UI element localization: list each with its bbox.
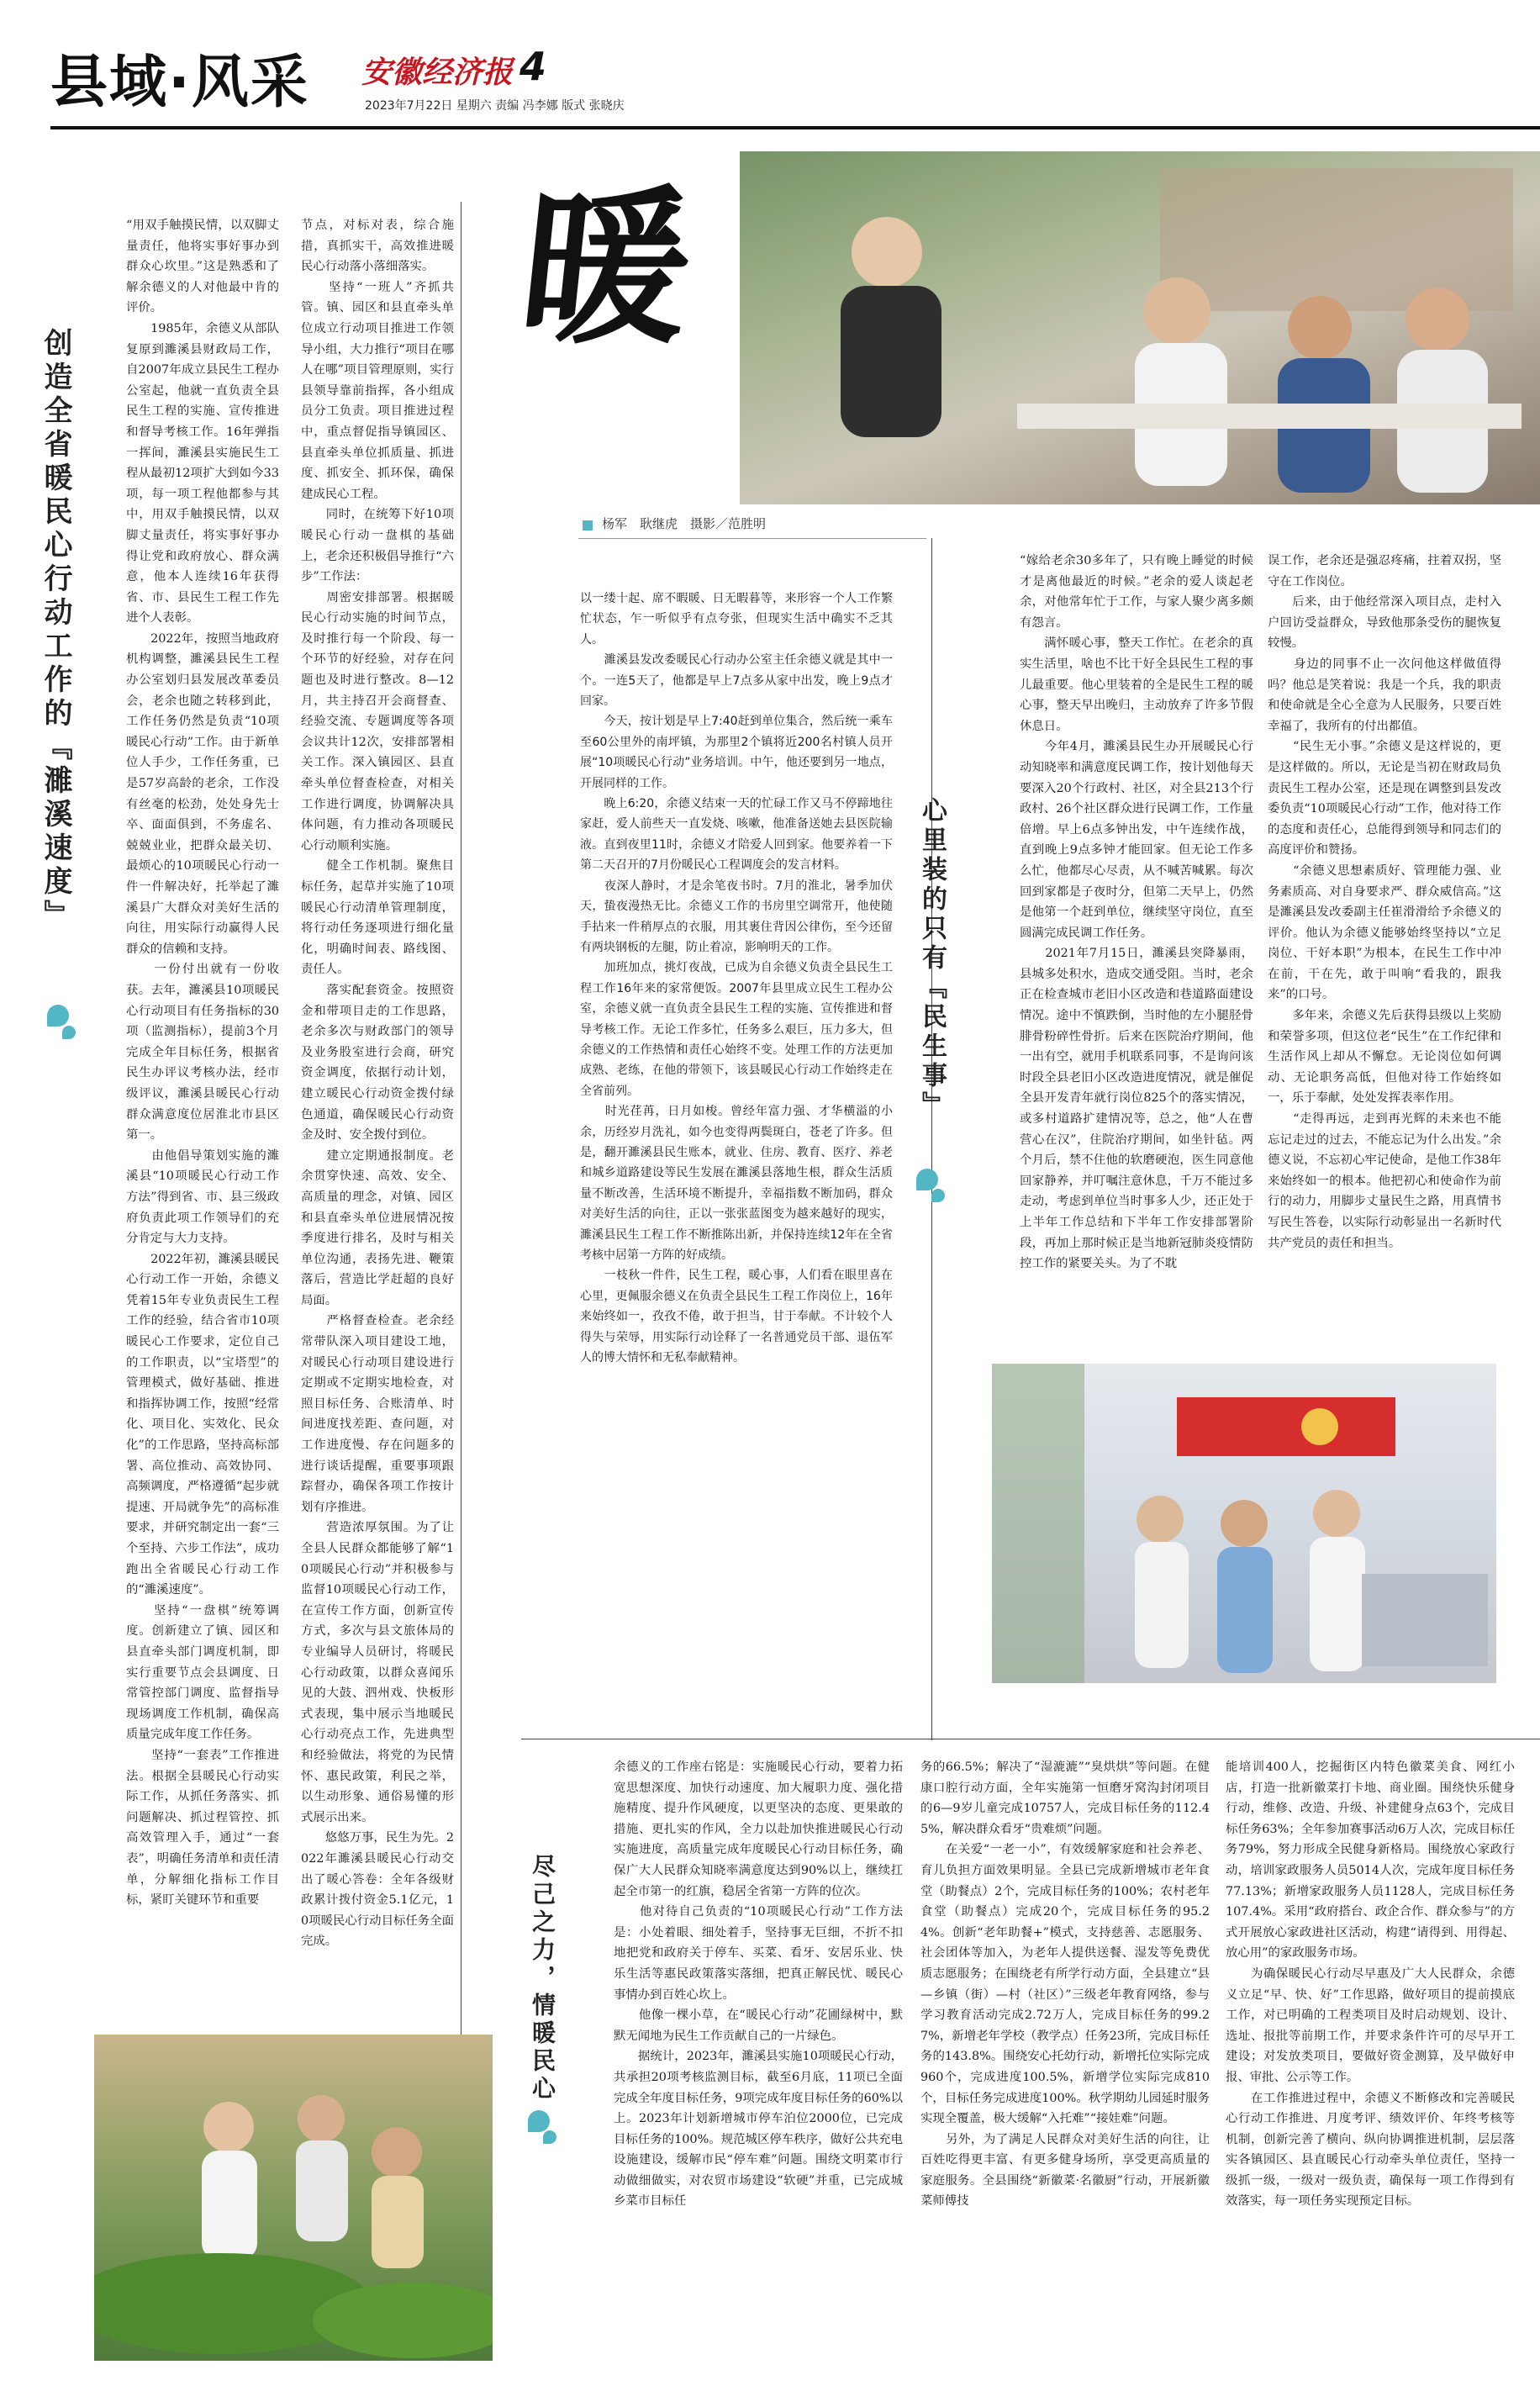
feature-intro-text: 以一缕十起、席不暇暖、日无暇暮等，来形容一个人工作繁忙状态，乍一听似乎有点夸张，但现实生活中确实不乏其人。 濉溪县发改委暖民心行动办公室主任余德义就是其中一个。一连5天了，他都是早上7点多从家中出发，晚上9点才回家。 今天，按计划是早上7:40赶到单位集合，然后统一乘车至60公里外的南坪镇，为那里2个镇将近200名村镇人员开展“10项暖民心行动”业务培训。中午，他还要到另一地点，开展同样的工作。 晚上6:20，余德义结束一天的忙碌工作又马不停蹄地往家赶，爱人前些天一直发烧、咳嗽，他准备送她去县医院输液。直到夜里11时，余德义才陪爱人回到家。他要养着一下第二天召开的7月份暖民心工程调度会的发言材料。 夜深人静时，才是余笔夜书时。7月的淮北，暑季加伏天，蛰夜漫热无比。余德义工作的书房里空调常开，他使随手拈来一件稍厚点的衣服，用其裹住背因公律伤，至今还留有两块钢板的左腿，防止着凉，影响明天的工作。 加班加点，挑灯夜战，已成为自余德义负责全县民生工程工作16年来的家常便饭。2007年县里成立民生工程办公室，余德义就一直负责全县民生工程的实施、宣传推进和督导考核工作。无论工作多忙，任务多么艰巨，压力多大，但余德义的工作热情和责任心始终不变。处理工作的方法更加成熟、老练，在他的带领下，该县暖民心行动工作始终走在全省前列。 时光荏苒，日月如梭。曾经年富力强、才华横溢的小余，历经岁月洗礼，如今也变得两鬓斑白，苍老了许多。但是，翻开濉溪县民生账本，就业、住房、教育、医疗、养老和城乡道路建设等民生发展在濉溪县落地生根，群众生活质量不断改善，生活环境不断提升，幸福指数不断加码，群众对美好生活的向往，正以一张张蓝图变为越来越好的现实，濉溪县民生工程工作不断推陈出新，并保持连续12年在全省考核中居第一方阵的好成绩。 一枝秋一件件，民生工程，暖心事，人们看在眼里喜在心里，更佩服余德义在负责全县民生工程工作岗位上，16年来始终如一，孜孜不倦，敢于担当，甘于奉献。不计较个人得失与荣辱，用实际行动诠释了一名普通党员干部、退伍军人的博大情怀和无私奉献精神。 [580, 592, 893, 1365]
quote-bubble-icon [543, 2130, 556, 2144]
quote-bubble-icon [916, 1169, 938, 1190]
quote-bubble-icon [931, 1189, 945, 1202]
page-number: 4 [519, 44, 547, 89]
office-photo [992, 1364, 1496, 1683]
newspaper-name: 安徽经济报 [361, 55, 514, 90]
byline-marker [583, 520, 593, 530]
feature-photo-scene [740, 151, 1540, 504]
byline-underline [578, 538, 926, 539]
market-photo-scene [94, 2035, 493, 2361]
feature-photo [740, 151, 1540, 504]
article1-column-1: “用双手触摸民情，以双脚丈量责任，他将实事好事办到群众心坎里。”这是熟悉和了解余德义的人对他最中肯的评价。 1985年，余德义从部队复原到濉溪县财政局工作，自2007年成立县民生工程办公室起，他就一直负责全县民生工程的实施、宣传推进和督导考核工作。16年弹指一挥间，濉溪县实施民生工程从最初12项扩大到如今33项，每一项工程他都参与其中，用双手触摸民情，以双脚丈量责任，将实事好事办得让党和政府放心、群众满意，他本人连续16年获得省、市、县民生工程工作先进个人表彰。 2022年，按照当地政府机构调整，濉溪县民生工程办公室划归县发展改革委员会，老余也随之转移到此，工作任务仍然是负责“10项暖民心行动”工作。由于新单位人手少，工作任务重，已是57岁高龄的老余，工作没有丝毫的松劲，处处身先士卒、面面俱到，不务虚名、兢兢业业，把群众最关切、最烦心的10项暖民心行动一件一件解决好，托举起了濉溪县广大群众对美好生活的向往，用实际行动赢得人民群众的信赖和支持。 一份付出就有一份收获。去年，濉溪县10项暖民心行动项目有任务指标的30项（监测指标），提前3个月完成全年目标任务，根据省民生办评议考核办法，经市级评议，濉溪县暖民心行动群众满意度位居淮北市县区第一。 由他倡导策划实施的濉溪县“10项暖民心行动工作方法”得到省、市、县三级政府负责此项工作领导们的充分肯定与大力支持。 2022年初，濉溪县暖民心行动工作一开始，余德义凭着15年专业负责民生工程工作的经验，结合省市10项暖民心工作要求，定位自己的工作职责，以“宝塔型”的管理模式，做好基础、推进和指挥协调工作，按照“经常化、项目化、实效化、民众化”的工作思路，坚持高标部署、高位推动、高效协同、高频调度，严格遵循“起步就提速、开局就争先”的高标准要求，并研究制定出一套“三个至持、六步工作法”，成功跑出全省暖民心行动工作的“濉溪速度”。 坚持“一盘棋”统筹调度。创新建立了镇、园区和县直牵头部门调度机制，即实行重要节点会县调度、日常管控部门调度、监督指导现场调度工作机制，确保高质量完成年度工作任务。 坚持“一套表”工作推进法。根据全县暖民心行动实际工作，从抓任务落实、抓问题解决、抓过程管控、抓高效管理入手，通过“一套表”，明确任务清单和责任清单，分解细化指标工作目标，紧盯关键环节和重要 [126, 219, 279, 1908]
article3-column-3: 能培训400人，挖掘街区内特色徽菜美食、网红小店，打造一批新徽菜打卡地、商业圈。围绕快乐健身行动，维修、改造、升级、补建健身点63个，完成目标任务63%；全年参加赛事活动6万人次，完成目标任务79%，努力形成全民健身新格局。围绕放心家政行动，培训家政服务人员5014人次，完成年度目标任务77.13%；新增家政服务人员1128人，完成目标任务107.4%。采用“政府搭台、政企合作、群众参与”的方式开展放心家政进社区活动，构建“请得到、用得起、放心用”的家政服务市场。 为确保暖民心行动尽早惠及广大人民群众，余德义立足“早、快、好”工作思路，做好项目的提前摸底工作，对已明确的工程类项目及时启动规划、设计、选址、报批等前期工作，并要求条件许可的尽早开工建设；对发放类项目，要做好资金测算，及早做好申报、审批、公示等工作。 在工作推进过程中，余德义不断修改和完善暖民心行动工作推进、月度考评、绩效评价、年终考核等机制，创新完善了横向、纵向协调推进机制，层层落实各镇园区、县直暖民心行动牵头单位责任，坚持一级抓一级，一级对一级负责，确保每一项工作得到有效落实，每一项任务实现预定目标。 [1226, 1760, 1515, 2209]
quote-bubble-icon [47, 1005, 69, 1027]
byline: 杨军 耿继虎 摄影／范胜明 [602, 516, 767, 531]
quote-bubble-icon [62, 1026, 76, 1039]
article3-vertical-title: 尽己之力，情暖民心 [529, 1854, 556, 2103]
article2-column-2: 误工作，老余还是强忍疼痛，拄着双拐，坚守在工作岗位。 后来，由于他经常深入项目点，走村入户回访受益群众，导致他那条受伤的腿恢复较慢。 身边的同事不止一次问他这样做值得吗？他总是笑着说：我是一个兵，我的职责和使命就是全心全意为人民服务，只要百姓幸福了，我所有的付出都值。 “民生无小事。”余德义是这样说的，更是这样做的。所以，无论是当初在财政局负责民生工程办公室，还是现在调整到县发改委负责“10项暖民心行动”工作，他对待工作的态度和责任心，总能得到领导和同志们的高度评价和赞扬。 “余德义思想素质好、管理能力强、业务素质高、对自身要求严、群众威信高。”这是濉溪县发改委副主任崔滑滑给予余德义的评价。他认为余德义能够始终坚持以“立足岗位、干好本职”为根本，在民生工作中冲在前，干在先，敢于叫响“看我的，跟我来”的口号。 多年来，余德义先后获得县级以上奖励和荣誉多项，但这位老“民生”在工作纪律和生活作风上却从不懈怠。无论岗位如何调动、无论职务高低，但他对待工作始终如一，乐于奉献，处处发挥表率作用。 “走得再远，走到再光辉的未来也不能忘记走过的过去，不能忘记为什么出发。”余德义说，不忘初心牢记使命，是他工作38年来始终如一的根本。他把初心和使命作为前行的动力，用脚步丈量民生之路，用真情书写民生答卷，以实际行动彰显出一名新时代共产党员的责任和担当。 [1268, 554, 1501, 1250]
article3-column-2: 务的66.5%；解决了“湿漉漉”“臭烘烘”等问题。在健康口腔行动方面，全年实施第一恒磨牙窝沟封闭项目的6—9岁儿童完成10757人，完成目标任务的112.45%，解决群众看牙“贵难烦”问题。 在关爱“一老一小”，有效缓解家庭和社会养老、育儿负担方面效果明显。全县已完成新增城市老年食堂（助餐点）2个，完成目标任务的100%；农村老年食堂（助餐点）完成20个，完成目标任务的95.24%。创新“老年助餐+”模式，支持慈善、志愿服务、社会团体等加入，为老年人提供送餐、湿发等免费优质志愿服务；在围绕老有所学行动方面，全县建立“县—乡镇（街）—村（社区）”三级老年教育网络，参与学习教育活动完成2.72万人，完成目标任务的99.27%，新增老年学校（教学点）任务23所，完成目标任务的143.8%。围绕安心托幼行动，新增托位实际完成960个，完成进度100.5%，新增学位实际完成810个，目标任务完成进度100%。秋学期幼儿园延时服务实现全覆盖，极大缓解“入托难”“接娃难”问题。 另外，为了满足人民群众对美好生活的向往，让百姓吃得更丰富、有更多健身场所，享受更高质量的家庭服务。全县围绕“新徽菜·名徽厨”行动，开展新徽菜师傅技 [920, 1760, 1210, 2209]
office-photo-scene [992, 1364, 1496, 1683]
market-photo [94, 2035, 493, 2361]
quote-bubble-icon [528, 2110, 550, 2132]
headline-warm: 暖 [510, 170, 700, 367]
masthead-rule [50, 126, 1540, 129]
article3-column-1: 余德义的工作座右铭是：实施暖民心行动，要着力拓宽思想深度、加快行动速度、加大履职力度、强化措施精度、提升作风硬度，以更坚决的态度、更果敢的措施、更扎实的作风，全力以赴加快推进暖民心行动实施进度，高质量完成年度暖民心行动目标任务，确保广大人民群众知晓率满意度达到90%以上，继续扛起全市第一的红旗，稳居全省第一方阵的位次。 他对待自己负责的“10项暖民心行动”工作方法是：小处着眼、细处着手，坚持事无巨细，不折不扣地把党和政府关于停车、买菜、看牙、安居乐业、快乐生活等惠民政策落实落细，把真正解民忧、暖民心事情办到百姓心坎上。 他像一棵小草，在“暖民心行动”花圃绿树中，默默无闻地为民生工作贡献自己的一片绿色。 据统计，2023年，濉溪县实施10项暖民心行动，共承担20项考核监测目标，截至6月底，11项已全面完成全年度目标任务，9项完成年度目标任务的60%以上。2023年计划新增城市停车泊位2000位，已完成目标任务的100%。规范城区停车秩序，做好公共充电设施建设，缓解市民“停车难”问题。围绕文明菜市行动做细做实，对农贸市场建设“软硬”并重，已完成城乡菜市目标任 [614, 1760, 903, 2209]
column-divider [931, 538, 932, 1740]
article2-vertical-title: 心里装的只有『民生事』 [917, 797, 947, 1121]
article1-vertical-title: 创造全省暖民心行动工作的『濉溪速度』 [39, 328, 72, 933]
article1-column-2: 节点，对标对表，综合施措，真抓实干，高效推进暖民心行动落小落细落实。 坚持“一班人”齐抓共管。镇、园区和县直牵头单位成立行动项目推进工作领导小组，大力推行“项目在哪人在哪”项目管理原则，实行县领导靠前指挥，各小组成员分工负责。项目推进过程中，重点督促指导镇园区、县直牵头单位抓质量、抓进度、抓安全、抓环保，确保建成民心工程。 同时，在统筹下好10项暖民心行动一盘棋的基础上，老余还积极倡导推行“六步”工作法： 周密安排部署。根据暖民心行动实施的时间节点，及时推行每一个阶段、每一个环节的好经验，对存在问题也及时进行整改。8—12月，共主持召开会商督查、经验交流、专题调度等各项会议共计12次，安排部署相关工作。深入镇园区、县直牵头单位督查检查，对相关工作进行调度，协调解决具体问题，有力推动各项暖民心行动顺利实施。 健全工作机制。聚焦目标任务，起草并实施了10项暖民心行动清单管理制度，将行动任务逐项进行细化量化，明确时间表、路线图、责任人。 落实配套资金。按照资金和带项目走的工作思路，老余多次与财政部门的领导及业务股室进行会商，研究资金调度，依据行动计划，建立暖民心行动资金拨付绿色通道，确保暖民心行动资金及时、安全拨付到位。 建立定期通报制度。老余贯穿快速、高效、安全、高质量的理念，对镇、园区和县直牵头单位进展情况按季度进行排名，及时与相关单位沟通，表扬先进、鞭策落后，营造比学赶超的良好局面。 严格督查检查。老余经常带队深入项目建设工地，对暖民心行动项目建设进行定期或不定期实地检查，对照目标任务、合账清单、时间进度找差距、查问题，对工作进度慢、存在问题多的进行谈话提醒，重要事项跟踪督办，确保各项工作按计划有序推进。 营造浓厚氛围。为了让全县人民群众都能够了解“10项暖民心行动”并积极参与监督10项暖民心行动工作，在宣传工作方面，创新宣传方式，多次与县文旅体局的专业编导人员研讨，将暖民心行动政策，以群众喜闻乐见的大鼓、泗州戏、快板形式表现，集中展示当地暖民心行动亮点工作，先进典型和经验做法，将党的为民情怀、惠民政策，利民之举，以生动形象、通俗易懂的形式展示出来。 悠悠万事，民生为先。2022年濉溪县暖民心行动交出了暖心答卷：全年各级财政累计拨付资金5.1亿元，10项暖民心行动目标任务全面完成。 [301, 219, 454, 1949]
masthead-section-title: 县域·风采 [50, 50, 309, 116]
dateline: 2023年7月22日 星期六 责编 冯李娜 版式 张晓庆 [365, 99, 625, 113]
article2-column-1: “嫁给老余30多年了，只有晚上睡觉的时候才是离他最近的时候。”老余的爱人谈起老余，对他常年忙于工作，与家人聚少离多颇有怨言。 满怀暖心事，整天工作忙。在老余的真实生活里，啥也不比干好全县民生工程的事儿最重要。他心里装着的全是民生工程的暖心事，整天早出晚归，主动放弃了许多节假休息日。 今年4月，濉溪县民生办开展暖民心行动知晓率和满意度民调工作，按计划他每天要深入20个行政村、社区，对全县213个行政村、26个社区群众进行民调工作，工作量倍增。早上6点多钟出发，中午连续作战，直到晚上9点多钟才能回家。但无论工作多么忙，他都尽心尽责，从不喊苦喊累。每次回到家都是子夜时分，但第二天早上，仍然是他第一个赶到单位，继续坚守岗位，直至圆满完成民调工作任务。 2021年7月15日，濉溪县突降暴雨，县城多处积水，造成交通受阻。当时，老余正在检查城市老旧小区改造和巷道路面建设情况。途中不慎跌倒，当时他的左小腿胫骨腓骨粉碎性骨折。后来在医院治疗期间，他一出有空，就用手机联系同事，不是询问该时段全县老旧小区改造进度情况，就是催促全县开发青年就行岗位825个的落实情况，或多村道路扩建情况等，总之，他“人在曹营心在汉”，住院治疗期间，如坐针毡。两个月后，禁不住他的软磨硬泡，医生同意他回家静养，并叮嘱注意休息，千万不能过多走动，考虑到单位当时事多人少，还正处于上半年工作总结和下半年工作安排部署阶段，再加上那时候正是当地新冠肺炎疫情防控工作的紧要关头。为了不耽 [1020, 554, 1253, 1271]
